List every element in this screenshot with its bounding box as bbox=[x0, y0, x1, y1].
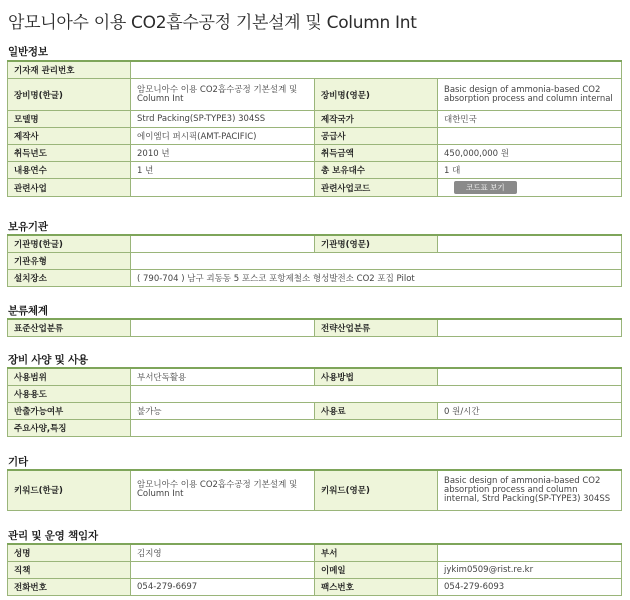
project-code-label: 관련사업코드 bbox=[315, 179, 438, 197]
lifespan-label: 내용연수 bbox=[8, 162, 131, 179]
page-title: 암모니아수 이용 CO2흡수공정 기본설계 및 Column Int bbox=[8, 13, 417, 33]
classification-table bbox=[7, 318, 622, 337]
section-title-usage: 장비 사양 및 사용 bbox=[8, 354, 88, 366]
export-value: 불가능 bbox=[131, 403, 315, 420]
manager-name-label: 성명 bbox=[8, 544, 131, 562]
registration-no-label: 기자재 관리번호 bbox=[8, 61, 131, 79]
method-value bbox=[438, 368, 622, 386]
price-label: 취득금액 bbox=[315, 145, 438, 162]
keyword-en-value: Basic design of ammonia-based CO2 absorption process and column internal, Strd Packing(SP-TYPE3) 304SS bbox=[438, 470, 622, 510]
year-value: 2010 년 bbox=[131, 145, 315, 162]
inst-type-value bbox=[131, 253, 622, 270]
usage-table bbox=[7, 367, 622, 437]
inst-type-label: 기관유형 bbox=[8, 253, 131, 270]
supplier-label: 공급사 bbox=[315, 128, 438, 145]
manager-name-value: 김지영 bbox=[131, 544, 315, 562]
year-label: 취득년도 bbox=[8, 145, 131, 162]
method-label: 사용방법 bbox=[315, 368, 438, 386]
section-title-institution: 보유기관 bbox=[8, 221, 48, 233]
lifespan-value: 1 년 bbox=[131, 162, 315, 179]
phone-label: 전화번호 bbox=[8, 579, 131, 596]
purpose-label: 사용용도 bbox=[8, 386, 131, 403]
project-value bbox=[131, 179, 315, 197]
etc-table bbox=[7, 469, 622, 511]
keyword-kr-value: 암모니아수 이용 CO2흡수공정 기본설계 및 Column Int bbox=[131, 470, 315, 510]
dept-label: 부서 bbox=[315, 544, 438, 562]
project-label: 관련사업 bbox=[8, 179, 131, 197]
keyword-en-label: 키워드(영문) bbox=[315, 470, 438, 510]
price-value: 450,000,000 원 bbox=[438, 145, 622, 162]
section-title-classification: 분류체계 bbox=[8, 305, 48, 317]
inst-name-en-value bbox=[438, 235, 622, 253]
section-title-etc: 기타 bbox=[8, 456, 28, 468]
code-table-button[interactable]: 코드표 보기 bbox=[454, 181, 517, 194]
phone-value: 054-279-6697 bbox=[131, 579, 315, 596]
inst-name-kr-label: 기관명(한글) bbox=[8, 235, 131, 253]
section-title-manager: 관리 및 운영 책임자 bbox=[8, 530, 98, 542]
keyword-kr-label: 키워드(한글) bbox=[8, 470, 131, 510]
location-label: 설치장소 bbox=[8, 270, 131, 287]
model-label: 모델명 bbox=[8, 111, 131, 128]
name-kr-label: 장비명(한글) bbox=[8, 79, 131, 111]
maker-value: 에이엠디 퍼시픽(AMT-PACIFIC) bbox=[131, 128, 315, 145]
section-title-general: 일반정보 bbox=[8, 46, 48, 58]
maker-label: 제작사 bbox=[8, 128, 131, 145]
country-label: 제작국가 bbox=[315, 111, 438, 128]
position-value bbox=[131, 562, 315, 579]
scope-value: 부서단독활용 bbox=[131, 368, 315, 386]
inst-name-kr-value bbox=[131, 235, 315, 253]
institution-table bbox=[7, 234, 622, 287]
project-code-cell bbox=[438, 179, 622, 197]
position-label: 직책 bbox=[8, 562, 131, 579]
tech-class-label: 전략산업분류 bbox=[315, 319, 438, 337]
fax-label: 팩스번호 bbox=[315, 579, 438, 596]
name-kr-value: 암모니아수 이용 CO2흡수공정 기본설계 및 Column Int bbox=[131, 79, 315, 111]
tech-class-value bbox=[438, 319, 622, 337]
registration-no-value bbox=[131, 61, 622, 79]
general-info-table bbox=[7, 60, 622, 197]
industry-class-value bbox=[131, 319, 315, 337]
spec-label: 주요사양,특징 bbox=[8, 420, 131, 437]
name-en-value: Basic design of ammonia-based CO2 absorption process and column internal bbox=[438, 79, 622, 111]
fax-value: 054-279-6093 bbox=[438, 579, 622, 596]
inst-name-en-label: 기관명(영문) bbox=[315, 235, 438, 253]
supplier-value bbox=[438, 128, 622, 145]
manager-table bbox=[7, 543, 622, 596]
country-value: 대한민국 bbox=[438, 111, 622, 128]
purpose-value bbox=[131, 386, 622, 403]
spec-value bbox=[131, 420, 622, 437]
industry-class-label: 표준산업분류 bbox=[8, 319, 131, 337]
email-label: 이메일 bbox=[315, 562, 438, 579]
name-en-label: 장비명(영문) bbox=[315, 79, 438, 111]
export-label: 반출가능여부 bbox=[8, 403, 131, 420]
quantity-value: 1 대 bbox=[438, 162, 622, 179]
quantity-label: 총 보유대수 bbox=[315, 162, 438, 179]
fee-value: 0 원/시간 bbox=[438, 403, 622, 420]
fee-label: 사용료 bbox=[315, 403, 438, 420]
model-value: Strd Packing(SP-TYPE3) 304SS bbox=[131, 111, 315, 128]
email-value: jykim0509@rist.re.kr bbox=[438, 562, 622, 579]
location-value: ( 790-704 ) 남구 괴동동 5 포스코 포항제철소 형성발전소 CO2 포집 Pilot bbox=[131, 270, 622, 287]
scope-label: 사용범위 bbox=[8, 368, 131, 386]
dept-value bbox=[438, 544, 622, 562]
